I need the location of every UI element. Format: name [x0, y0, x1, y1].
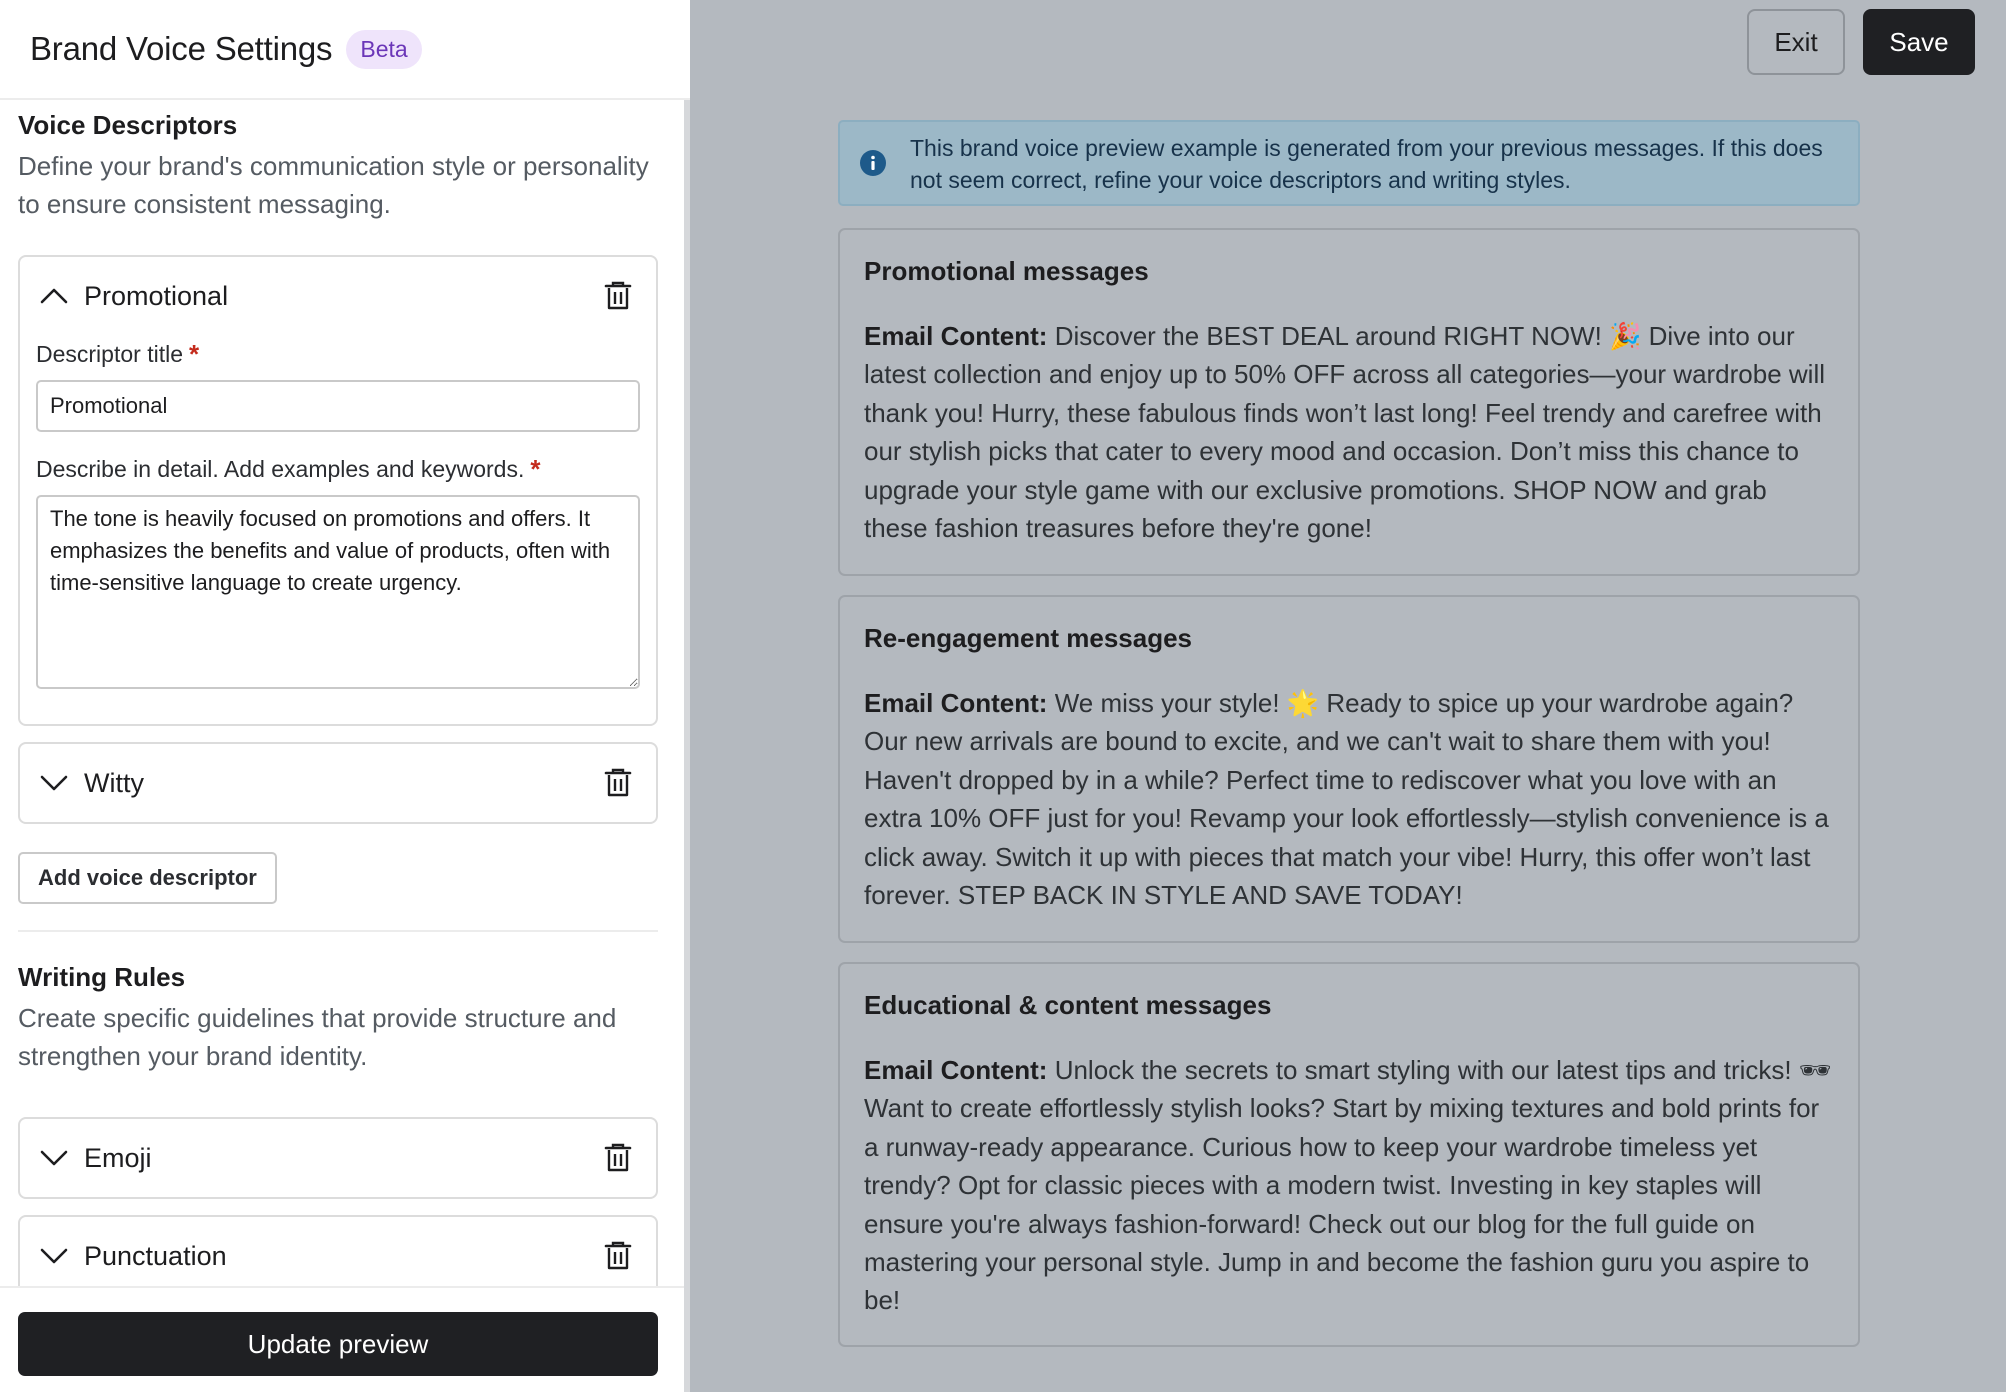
descriptor-detail-textarea[interactable] — [36, 495, 640, 689]
email-content-label: Email Content: — [864, 688, 1048, 718]
descriptor-detail-label — [36, 454, 640, 485]
info-text: This brand voice preview example is generated from your previous messages. If this does not seem correct, refine your voice descriptors and writing styles. — [910, 135, 1823, 193]
voice-descriptors-heading: Voice Descriptors — [18, 110, 238, 140]
panel-footer — [0, 1286, 690, 1392]
rule-name: Emoji — [84, 1142, 152, 1173]
required-asterisk: * — [530, 454, 541, 484]
panel-header — [0, 0, 690, 100]
preview-toolbar — [690, 0, 2006, 100]
descriptor-title-input[interactable] — [36, 380, 640, 432]
email-content-label: Email Content: — [864, 321, 1048, 351]
settings-panel — [0, 0, 690, 1392]
add-voice-descriptor-button[interactable]: Add voice descriptor — [18, 852, 277, 904]
rule-card-punctuation — [18, 1215, 658, 1286]
preview-content — [864, 684, 1834, 914]
trash-icon[interactable] — [602, 766, 634, 800]
trash-icon[interactable] — [602, 1141, 634, 1175]
required-asterisk: * — [188, 339, 200, 369]
email-content-text: Unlock the secrets to smart styling with our latest tips and tricks! 🕶 Want to create effortlessly stylish looks? Start by mixing textures and bold prints for a runway-ready appearance. Curious how to keep your wardrobe timeless yet trendy? Opt for classic pieces with a modern twist. Investing in key staples will ensure you're always fashion-forward! Check out our blog for the full guide on mastering your personal style. Jump in and become the fashion guru you aspire to be! — [864, 1055, 1832, 1316]
info-banner — [838, 120, 1860, 206]
preview-content — [864, 317, 1834, 547]
page-title: Brand Voice Settings — [30, 30, 333, 67]
descriptor-form — [20, 335, 656, 724]
writing-rules-heading: Writing Rules — [18, 962, 186, 992]
preview-title: Re-engagement messages — [864, 623, 1193, 653]
trash-icon[interactable] — [602, 1239, 634, 1273]
rule-header-emoji[interactable] — [20, 1119, 656, 1197]
rule-header-punctuation[interactable] — [20, 1217, 656, 1286]
preview-card-promotional — [838, 228, 1860, 576]
settings-scroll-area[interactable] — [0, 100, 690, 1286]
trash-icon[interactable] — [602, 279, 634, 313]
descriptor-card-witty — [18, 742, 658, 824]
chevron-down-icon[interactable] — [38, 1142, 70, 1174]
writing-rules-description: Create specific guidelines that provide structure and strengthen your brand identity. — [18, 1003, 617, 1071]
preview-panel — [690, 0, 2006, 1392]
descriptor-name: Promotional — [84, 280, 229, 311]
preview-title: Promotional messages — [864, 256, 1149, 286]
rule-name: Punctuation — [84, 1240, 227, 1271]
email-content-label: Email Content: — [864, 1055, 1048, 1085]
update-preview-button[interactable]: Update preview — [18, 1312, 658, 1376]
info-icon — [860, 150, 886, 176]
voice-descriptors-description: Define your brand's communication style or personality to ensure consistent messaging. — [18, 151, 649, 219]
chevron-down-icon[interactable] — [38, 1240, 70, 1272]
section-divider — [18, 930, 658, 932]
descriptor-name: Witty — [84, 767, 144, 798]
descriptor-header-witty[interactable] — [20, 744, 656, 822]
email-content-text: We miss your style! 🌟 Ready to spice up your wardrobe again? Our new arrivals are bound to excite, and we can't wait to share them with you! Haven't dropped by in a while? Perfect time to rediscover what you love with an extra 10% OFF just for you! Revamp your look effortlessly—stylish convenience is a click away. Switch it up with pieces that match your vibe! Hurry, this offer won’t last forever. STEP BACK IN STYLE AND SAVE TODAY! — [864, 688, 1829, 911]
save-button[interactable]: Save — [1863, 9, 1975, 75]
descriptor-header-promotional[interactable] — [20, 257, 656, 335]
descriptor-title-label-text: Descriptor title — [36, 341, 183, 367]
exit-button[interactable]: Exit — [1747, 9, 1845, 75]
email-content-text: Discover the BEST DEAL around RIGHT NOW! 🎉 Dive into our latest collection and enjoy up to 50% OFF across all categories—your wardrobe will thank you! Hurry, these fabulous finds won’t last long! Feel trendy and carefree with our stylish picks that cater to every mood and occasion. Don’t miss this chance to upgrade your style game with our exclusive promotions. SHOP NOW and grab these fashion treasures before they're gone! — [864, 321, 1826, 544]
descriptor-detail-label-text: Describe in detail. Add examples and keywords. — [36, 456, 525, 482]
preview-content — [864, 1051, 1834, 1320]
descriptor-card-promotional — [18, 255, 658, 726]
preview-card-educational — [838, 962, 1860, 1347]
chevron-up-icon[interactable] — [38, 280, 70, 312]
preview-card-reengagement — [838, 595, 1860, 943]
chevron-down-icon[interactable] — [38, 767, 70, 799]
beta-badge: Beta — [346, 30, 421, 69]
descriptor-title-label — [36, 339, 640, 370]
rule-card-emoji — [18, 1117, 658, 1199]
preview-title: Educational & content messages — [864, 990, 1272, 1020]
